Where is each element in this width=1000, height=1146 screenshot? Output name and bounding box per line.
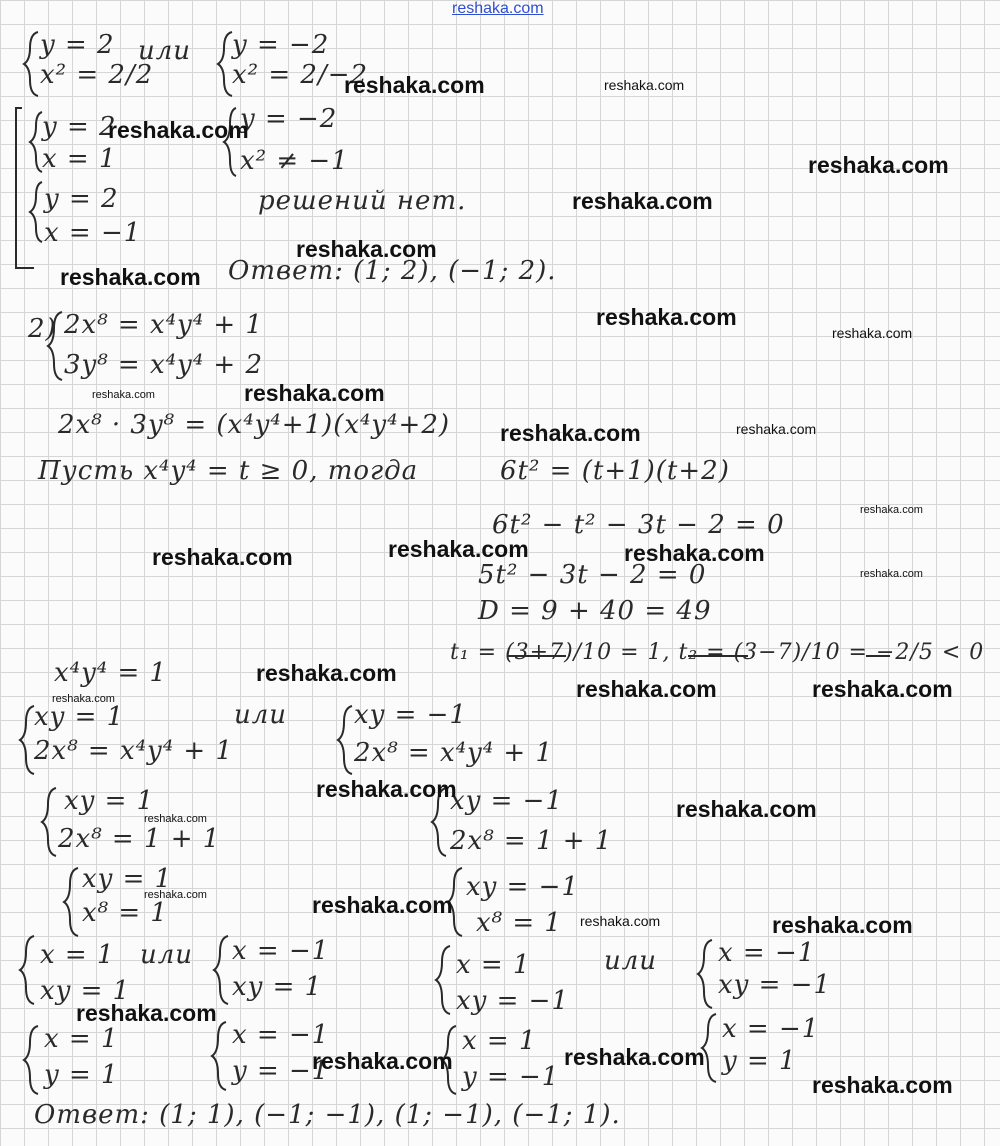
eq-q3c: xy = −1 xyxy=(450,786,563,816)
watermark: reshaka.com xyxy=(812,1072,953,1098)
discriminant: D = 9 + 40 = 49 xyxy=(478,596,712,626)
watermark: reshaka.com xyxy=(860,568,923,580)
eq-q6c: x = −1 xyxy=(232,1020,330,1050)
watermark: reshaka.com xyxy=(296,236,437,262)
watermark: reshaka.com xyxy=(808,152,949,178)
watermark: reshaka.com xyxy=(604,77,685,93)
watermark: reshaka.com xyxy=(108,117,249,143)
watermark: reshaka.com xyxy=(76,1000,217,1026)
eq-q5c: x = −1 xyxy=(232,936,330,966)
substitution: Пусть x⁴y⁴ = t ≥ 0, тогда xyxy=(38,456,419,486)
watermark: reshaka.com xyxy=(312,892,453,918)
watermark: reshaka.com xyxy=(312,1048,453,1074)
line-2d: x² ≠ −1 xyxy=(240,146,349,176)
watermark: reshaka.com xyxy=(812,676,953,702)
watermark: reshaka.com xyxy=(736,421,817,437)
watermark: reshaka.com xyxy=(832,325,913,341)
line-1a: y = 2 xyxy=(40,30,115,60)
eq-q5g: x = −1 xyxy=(718,938,816,968)
eq-q6h: y = 1 xyxy=(722,1046,797,1076)
eq-q6b: y = 1 xyxy=(44,1060,119,1090)
eq-q5f: xy = −1 xyxy=(456,986,569,1016)
eq-q2a: xy = 1 xyxy=(34,702,125,732)
watermark: reshaka.com xyxy=(676,796,817,822)
eq-2e: 6t² = (t+1)(t+2) xyxy=(500,456,730,486)
eq-q2d: 2x⁸ = x⁴y⁴ + 1 xyxy=(354,738,553,768)
eq-q2b: 2x⁸ = x⁴y⁴ + 1 xyxy=(34,736,233,766)
eq-2g: 5t² − 3t − 2 = 0 xyxy=(478,560,707,590)
eq-q3b: 2x⁸ = 1 + 1 xyxy=(58,824,221,854)
watermark: reshaka.com xyxy=(624,540,765,566)
watermark: reshaka.com xyxy=(564,1044,705,1070)
line-2a: y = 2 xyxy=(42,112,117,142)
eq-q3d: 2x⁸ = 1 + 1 xyxy=(450,826,613,856)
word-ili-4: или xyxy=(604,946,658,976)
eq-q1: x⁴y⁴ = 1 xyxy=(54,658,168,688)
site-link[interactable]: reshaka.com xyxy=(452,0,544,17)
watermark: reshaka.com xyxy=(316,776,457,802)
line-1b: x² = 2/2 xyxy=(40,60,154,90)
eq-q6g: x = −1 xyxy=(722,1014,820,1044)
watermark: reshaka.com xyxy=(256,660,397,686)
watermark: reshaka.com xyxy=(860,504,923,516)
answer-1: Ответ: (1; 2), (−1; 2). xyxy=(228,256,557,286)
eq-q4a: xy = 1 xyxy=(82,864,173,894)
eq-2c: 2x⁸ · 3y⁸ = (x⁴y⁴+1)(x⁴y⁴+2) xyxy=(58,410,451,440)
eq-q5d: xy = 1 xyxy=(232,972,323,1002)
watermark: reshaka.com xyxy=(596,304,737,330)
watermark: reshaka.com xyxy=(60,264,201,290)
roots: t₁ = (3+7)/10 = 1, t₂ = (3−7)/10 = −2/5 < 0 xyxy=(450,640,985,665)
line-3b: x = −1 xyxy=(44,218,142,248)
watermark: reshaka.com xyxy=(144,889,207,901)
eq-q6d: y = −1 xyxy=(232,1056,330,1086)
eq-q5b: xy = 1 xyxy=(40,976,131,1006)
word-ili-3: или xyxy=(140,940,194,970)
part-2-label: 2) xyxy=(28,314,57,344)
word-ili-1: или xyxy=(138,36,192,66)
watermark: reshaka.com xyxy=(388,536,529,562)
watermark: reshaka.com xyxy=(52,693,115,705)
eq-q3a: xy = 1 xyxy=(64,786,155,816)
eq-2f: 6t² − t² − 3t − 2 = 0 xyxy=(492,510,785,540)
eq-q6a: x = 1 xyxy=(44,1024,119,1054)
line-1d: x² = 2/−2 xyxy=(232,60,369,90)
eq-q5e: x = 1 xyxy=(456,950,531,980)
watermark: reshaka.com xyxy=(576,676,717,702)
eq-q5a: x = 1 xyxy=(40,940,115,970)
watermark: reshaka.com xyxy=(344,72,485,98)
watermark: reshaka.com xyxy=(244,380,385,406)
watermark: reshaka.com xyxy=(500,420,641,446)
line-2c: y = −2 xyxy=(240,104,338,134)
watermark: reshaka.com xyxy=(580,913,661,929)
line-2b: x = 1 xyxy=(42,144,117,174)
answer-2: Ответ: (1; 1), (−1; −1), (1; −1), (−1; 1). xyxy=(34,1100,621,1130)
eq-q6f: y = −1 xyxy=(462,1062,560,1092)
eq-q5h: xy = −1 xyxy=(718,970,831,1000)
eq-2a: 2x⁸ = x⁴y⁴ + 1 xyxy=(64,310,263,340)
eq-q4c: xy = −1 xyxy=(466,872,579,902)
eq-2b: 3y⁸ = x⁴y⁴ + 2 xyxy=(64,350,264,380)
line-3a: y = 2 xyxy=(44,184,119,214)
line-1c: y = −2 xyxy=(232,30,330,60)
no-solution: решений нет. xyxy=(258,186,467,216)
eq-q6e: x = 1 xyxy=(462,1026,537,1056)
eq-q2c: xy = −1 xyxy=(354,700,467,730)
watermark: reshaka.com xyxy=(144,813,207,825)
watermark: reshaka.com xyxy=(772,912,913,938)
word-ili-2: или xyxy=(234,700,288,730)
watermark: reshaka.com xyxy=(152,544,293,570)
watermark: reshaka.com xyxy=(92,389,155,401)
watermark: reshaka.com xyxy=(572,188,713,214)
eq-q4b: x⁸ = 1 xyxy=(82,898,168,928)
eq-q4d: x⁸ = 1 xyxy=(476,908,562,938)
